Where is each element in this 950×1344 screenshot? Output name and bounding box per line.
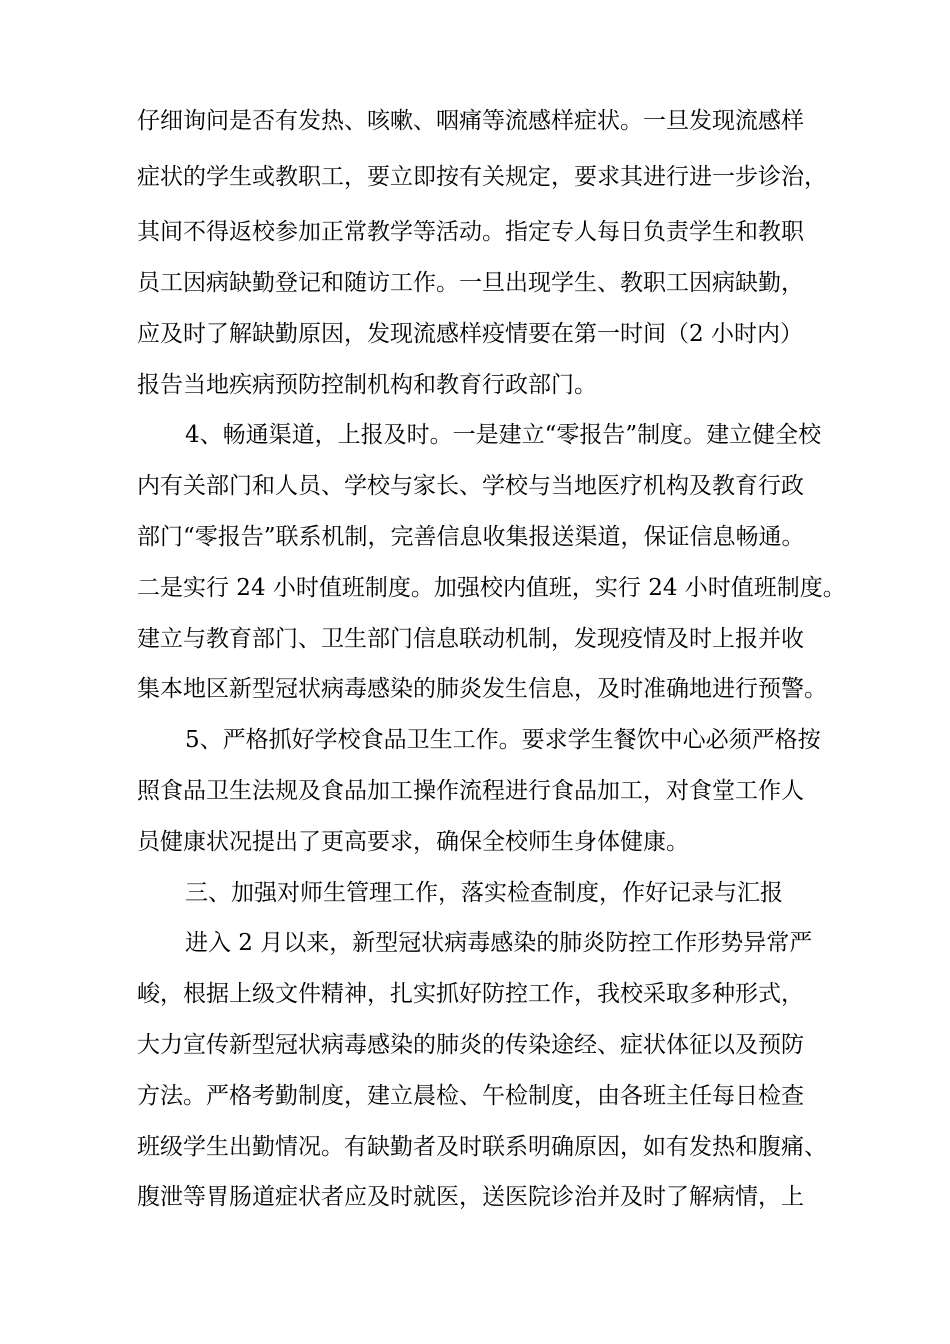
paragraph-first-line: 5、严格抓好学校食品卫生工作。要求学生餐饮中心必须严格按	[185, 727, 821, 753]
text-line: 部门“零报告”联系机制，完善信息收集报送渠道，保证信息畅通。	[137, 524, 805, 550]
section-heading: 三、加强对师生管理工作，落实检查制度，作好记录与汇报	[185, 880, 783, 906]
text-line: 照食品卫生法规及食品加工操作流程进行食品加工，对食堂工作人	[137, 778, 804, 804]
text-line: 其间不得返校参加正常教学等活动。指定专人每日负责学生和教职	[137, 219, 804, 245]
text-line: 员工因病缺勤登记和随访工作。一旦出现学生、教职工因病缺勤，	[137, 270, 804, 296]
text-line: 峻，根据上级文件精神，扎实抓好防控工作，我校采取多种形式，	[137, 981, 804, 1007]
text-line: 二是实行 24 小时值班制度。加强校内值班，实行 24 小时值班制度。	[137, 575, 846, 601]
text-line: 应及时了解缺勤原因，发现流感样疫情要在第一时间（2 小时内）	[137, 321, 803, 347]
text-line: 腹泄等胃肠道症状者应及时就医，送医院诊治并及时了解病情，上	[137, 1184, 804, 1210]
text-line: 仔细询问是否有发热、咳嗽、咽痛等流感样症状。一旦发现流感样	[137, 108, 804, 134]
text-line: 班级学生出勤情况。有缺勤者及时联系明确原因，如有发热和腹痛、	[137, 1134, 827, 1160]
text-line: 报告当地疾病预防控制机构和教育行政部门。	[137, 372, 597, 398]
text-line: 方法。严格考勤制度，建立晨检、午检制度，由各班主任每日检查	[137, 1083, 804, 1109]
text-line: 大力宣传新型冠状病毒感染的肺炎的传染途经、症状体征以及预防	[137, 1032, 804, 1058]
text-line: 建立与教育部门、卫生部门信息联动机制，发现疫情及时上报并收	[137, 626, 804, 652]
text-line: 集本地区新型冠状病毒感染的肺炎发生信息，及时准确地进行预警。	[137, 676, 827, 702]
text-line: 员健康状况提出了更高要求，确保全校师生身体健康。	[137, 829, 689, 855]
text-line: 内有关部门和人员、学校与家长、学校与当地医疗机构及教育行政	[137, 473, 804, 499]
text-line: 症状的学生或教职工，要立即按有关规定，要求其进行进一步诊治，	[137, 164, 827, 190]
paragraph-first-line: 进入 2 月以来，新型冠状病毒感染的肺炎防控工作形势异常严	[185, 930, 813, 956]
paragraph-first-line: 4、畅通渠道，上报及时。一是建立“零报告”制度。建立健全校	[185, 422, 822, 448]
